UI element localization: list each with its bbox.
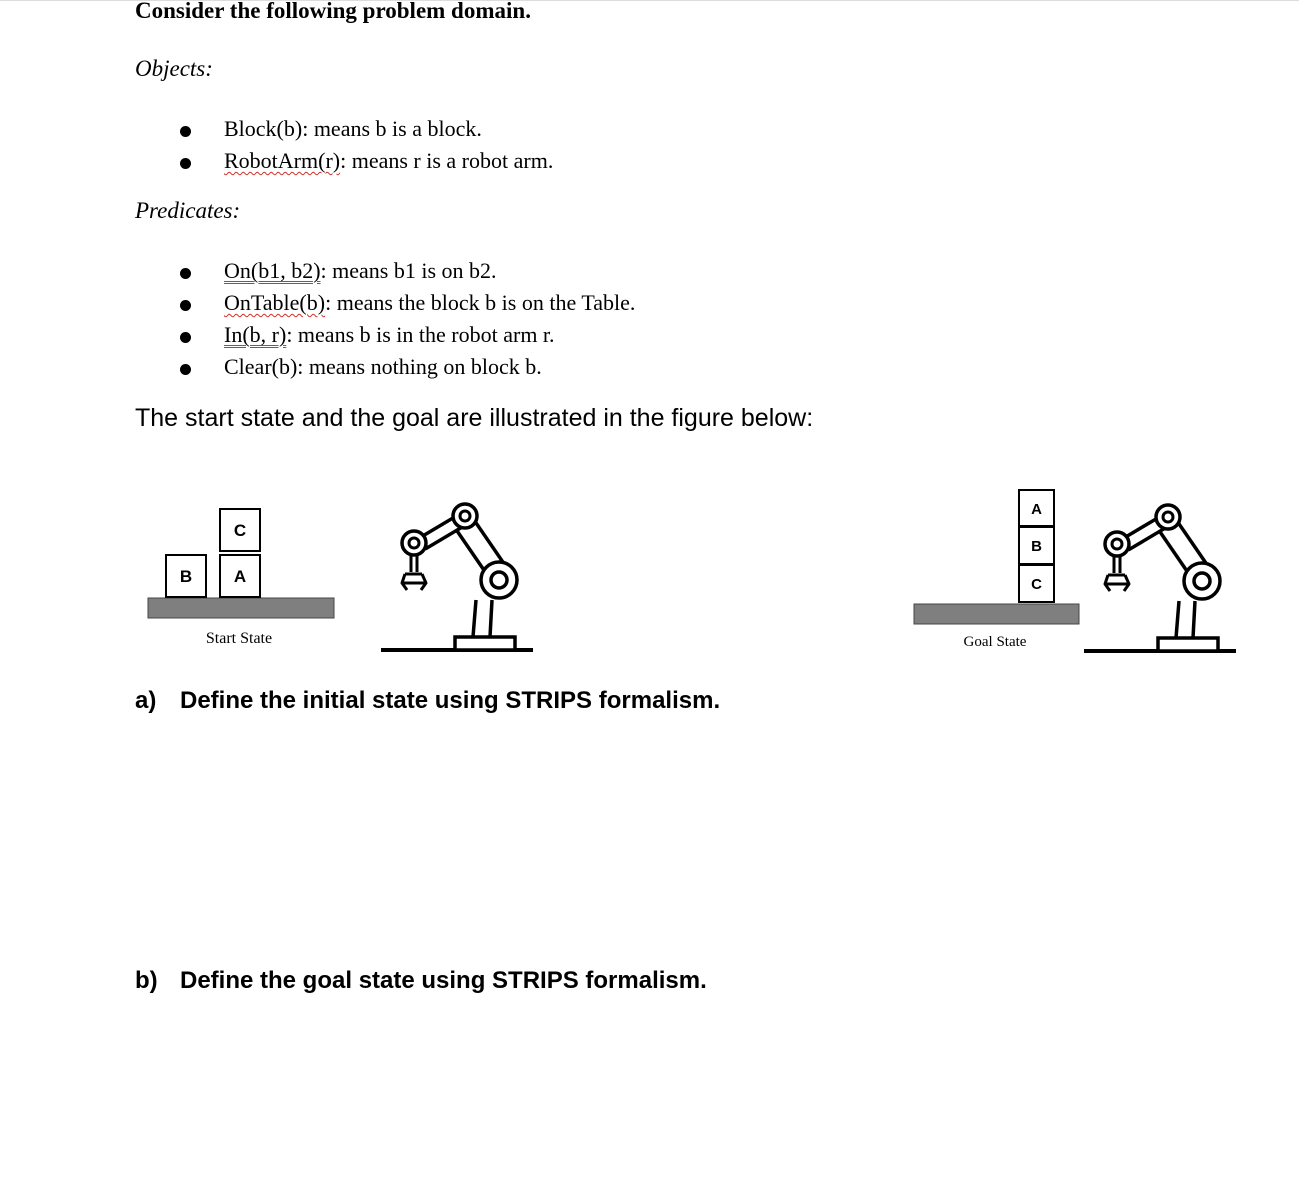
predicate-name: On(b1, b2): [224, 258, 321, 283]
list-item: [224, 116, 482, 142]
question-text: Define the goal state using STRIPS formalism.: [180, 967, 707, 994]
block-b: [1019, 527, 1054, 564]
question-letter: a): [135, 687, 157, 714]
predicate-desc: : means b1 is on b2.: [320, 258, 497, 283]
object-desc: : means r is a robot arm.: [340, 148, 554, 173]
robot-arm-icon: [1084, 505, 1236, 651]
predicates-heading: Predicates:: [135, 198, 241, 223]
block-label: C: [233, 521, 247, 540]
predicate-name: OnTable(b): [224, 290, 326, 315]
start-state: [148, 504, 533, 650]
block-label: A: [233, 567, 247, 586]
object-name: Block(b): [224, 116, 303, 141]
list-item: [224, 290, 635, 316]
bullet-icon: [180, 268, 191, 279]
bullet-icon: [180, 158, 191, 169]
list-item: [224, 148, 553, 174]
block-label: C: [1031, 576, 1042, 593]
block-b: [166, 555, 206, 597]
predicate-desc: : means the block b is on the Table.: [325, 290, 636, 315]
block-c: [1019, 565, 1054, 602]
question-letter: b): [135, 967, 158, 994]
list-item: [224, 322, 555, 348]
object-name: RobotArm(r): [224, 148, 341, 173]
page-title: Consider the following problem domain.: [135, 0, 531, 23]
question-a: [0, 687, 1299, 719]
predicate-desc: : means b is in the robot arm r.: [286, 322, 555, 347]
block-label: A: [1031, 501, 1042, 518]
question-text: Define the initial state using STRIPS formalism.: [180, 687, 721, 714]
block-a: [1019, 490, 1054, 526]
block-c: [220, 509, 260, 551]
robot-arm-icon: [381, 504, 533, 650]
block-a: [220, 555, 260, 597]
blocks-world-figure: [0, 460, 1299, 680]
table: [914, 604, 1079, 624]
objects-heading: Objects:: [135, 56, 213, 81]
list-item: [224, 258, 497, 284]
bullet-icon: [180, 332, 191, 343]
goal-state: [914, 490, 1236, 651]
figure-intro: The start state and the goal are illustrated in the figure below:: [135, 404, 814, 432]
table: [148, 598, 334, 618]
bullet-icon: [180, 364, 191, 375]
question-b: [0, 967, 1299, 999]
bullet-icon: [180, 126, 191, 137]
goal-state-caption: Goal State: [963, 634, 1027, 650]
bullet-icon: [180, 300, 191, 311]
block-label: B: [179, 567, 193, 586]
list-item: [224, 354, 542, 380]
predicate-name: Clear(b): [224, 354, 298, 379]
predicate-name: In(b, r): [224, 322, 287, 347]
start-state-caption: Start State: [205, 630, 273, 647]
predicate-desc: : means nothing on block b.: [297, 354, 542, 379]
block-label: B: [1031, 538, 1042, 555]
object-desc: : means b is a block.: [302, 116, 482, 141]
